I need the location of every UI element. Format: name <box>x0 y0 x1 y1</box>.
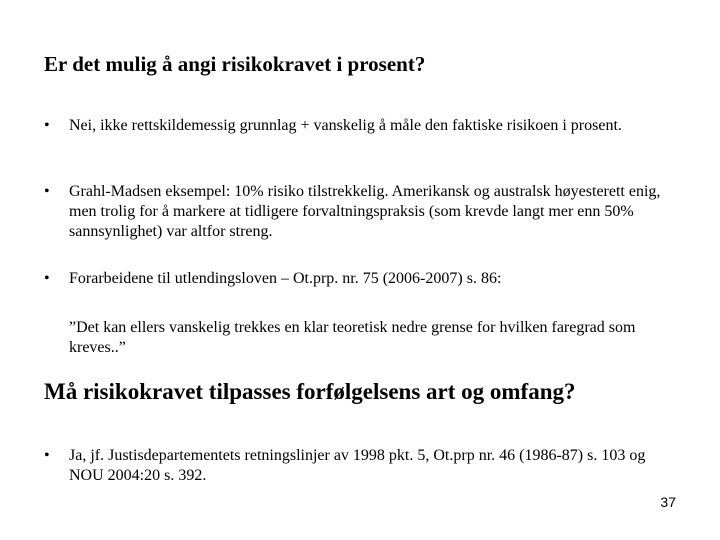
bullet-text: Grahl-Madsen eksempel: 10% risiko tilstrekkelig. Amerikansk og australsk høyesterett enig, men trolig for å markere at tidligere forvaltningspraksis (som krevde langt mer enn 50% sannsynlighet) var altfor streng. <box>69 183 661 240</box>
section-heading-1: Er det mulig å angi risikokravet i prosent? <box>44 52 426 76</box>
bullet-item <box>44 182 684 242</box>
section-heading-2: Må risikokravet tilpasses forfølgelsens art og omfang? <box>44 379 576 404</box>
bullet-icon: • <box>44 117 50 134</box>
bullet-text: Forarbeidene til utlendingsloven – Ot.prp. nr. 75 (2006-2007) s. 86: <box>69 270 502 287</box>
bullet-text: Nei, ikke rettskildemessig grunnlag + vanskelig å måle den faktiske risikoen i prosent. <box>69 117 622 134</box>
quote-text: ”Det kan ellers vanskelig trekkes en klar teoretisk nedre grense for hvilken faregrad som kreves..” <box>69 319 636 356</box>
bullet-icon: • <box>44 270 50 287</box>
bullet-item <box>44 446 684 486</box>
bullet-item <box>44 269 684 289</box>
bullet-icon: • <box>44 447 50 464</box>
bullet-icon: • <box>44 183 50 200</box>
page-number: 37 <box>660 494 676 510</box>
bullet-item <box>44 116 684 136</box>
bullet-text: Ja, jf. Justisdepartementets retningslinjer av 1998 pkt. 5, Ot.prp nr. 46 (1986-87) s. 103 og NOU 2004:20 s. 392. <box>69 447 646 484</box>
